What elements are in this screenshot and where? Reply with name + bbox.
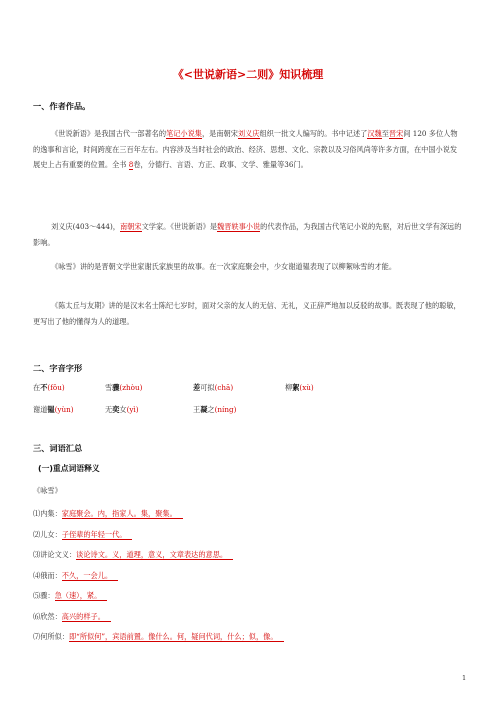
pronunciation-entry: 雪骤(zhòu) (105, 383, 143, 392)
term: ⑶讲论文义： (33, 550, 77, 559)
definition-answer: 家庭聚会。内，指家人。集，聚集。 (62, 509, 183, 519)
target-character: 絮 (292, 383, 300, 392)
highlighted-answer: 汉魏 (367, 129, 382, 138)
pinyin: (fǒu) (47, 383, 65, 392)
paragraph-yongxue: 《咏雪》讲的是晋朝文学世家谢氏家族里的故事。在一次家庭聚会中，少女谢道韫表现了以柳絮咏雪的才能。 (51, 262, 397, 271)
term: ⑷俄而： (33, 570, 62, 580)
term: ⑵儿女： (33, 529, 62, 539)
subheading-key-terms: (一)重点词语释义 (38, 464, 100, 473)
pinyin: (chā) (214, 383, 234, 392)
pronunciation-entry: 在不(fǒu) (33, 383, 65, 392)
target-character: 骤 (112, 383, 120, 392)
paragraph-text: ，是南朝宋 (201, 129, 238, 138)
highlighted-answer: 魏晋轶事小说 (217, 222, 261, 231)
highlighted-answer: 笔记小说集 (166, 129, 202, 138)
paragraph-text: 的代表作品，为我国古代笔记小说的先驱，对后世文学有深远的影响。 (33, 222, 462, 247)
pronunciation-entry: 谢道韫(yùn) (33, 405, 74, 414)
pronunciation-entry: 柳絮(xù) (285, 383, 314, 392)
definition-answer: 谈论诗文。义，道理，意义，文章表达的意思。 (76, 550, 233, 560)
target-character: 奕 (112, 405, 120, 414)
highlighted-answer: 刘义庆 (237, 129, 260, 138)
paragraph-author (33, 219, 463, 250)
highlighted-answer: 8 (128, 160, 134, 169)
definition-answer: 即“所似何”，宾语前置。像什么。何，疑问代词，什么；似，像。 (69, 632, 284, 642)
pronunciation-entry: 无奕女(yì) (105, 405, 139, 414)
definition-answer: 高兴的样子。 (62, 612, 111, 622)
term: ⑸骤： (33, 591, 55, 600)
paragraph-text: 间 120 多位人物的逸事和言论，时间跨度在三百年左右。内容涉及当时社会的政治、经济、思想、文化、宗教以及习俗风尚等许多方面，在中国小说发展史上占有重要的位置。全书 (33, 129, 458, 169)
work-title-yongxue: 《咏雪》 (33, 486, 62, 495)
pronunciation-row-1 (33, 383, 365, 393)
definition-item (33, 591, 107, 601)
document-title: 《<世说新语>二则》知识梳理 (172, 68, 324, 81)
target-character: 差 (193, 383, 201, 392)
paragraph-text: 文学家。《世说新语》是 (141, 222, 218, 231)
definition-item (33, 612, 111, 622)
section-heading-pronunciation: 二、字音字形 (33, 363, 83, 373)
term: ⑺何所似： (33, 632, 69, 641)
highlighted-answer: 晋宋 (388, 129, 404, 138)
page-number: 1 (462, 674, 467, 682)
pronunciation-entry: 差可拟(chā) (193, 383, 234, 392)
pronunciation-entry: 王凝之(níng) (193, 405, 237, 414)
term: ⑴内集： (33, 509, 62, 518)
paragraph-chentaiqiu: 《陈太丘与友期》讲的是汉末名士陈纪七岁时，面对父亲的友人的无信、无礼，义正辞严地加以反驳的故事。既表现了他的聪敏，更写出了他的懂得为人的道理。 (33, 301, 461, 326)
paragraph-text: 卷，分德行、言语、方正、政事、文学、雅量等36门。 (133, 160, 308, 169)
definition-item (33, 632, 284, 642)
pinyin: (yùn) (54, 405, 74, 414)
definition-item (33, 509, 183, 519)
definition-item (33, 550, 233, 560)
paragraph-text: 至 (381, 129, 389, 138)
pinyin: (xù) (299, 383, 314, 392)
paragraph-text: 刘义庆(403～444)， (51, 222, 120, 231)
pronunciation-row-2 (33, 405, 285, 415)
definition-answer: 子侄辈的年轻一代。 (62, 530, 133, 540)
target-character: 不 (40, 383, 48, 392)
paragraph-text: 《世说新语》是我国古代一部著名的 (51, 129, 167, 138)
term: ⑹欣然： (33, 611, 62, 621)
paragraph-intro (33, 126, 463, 173)
paragraph-text: 组织一批文人编写的。书中记述了 (259, 129, 368, 138)
pinyin: (níng) (214, 405, 237, 414)
definition-answer: 不久，一会儿。 (62, 571, 118, 581)
definition-item (33, 571, 118, 581)
section-heading-vocabulary: 三、词语汇总 (33, 443, 83, 453)
section-heading-author: 一、作者作品。 (33, 101, 91, 111)
definition-answer: 急（速），紧。 (55, 591, 108, 601)
highlighted-answer: 南朝宋 (119, 222, 142, 231)
definition-item (33, 530, 132, 540)
pinyin: (yì) (126, 405, 139, 414)
target-character: 凝 (200, 405, 208, 414)
pinyin: (zhòu) (119, 383, 143, 392)
target-character: 韫 (47, 405, 55, 414)
